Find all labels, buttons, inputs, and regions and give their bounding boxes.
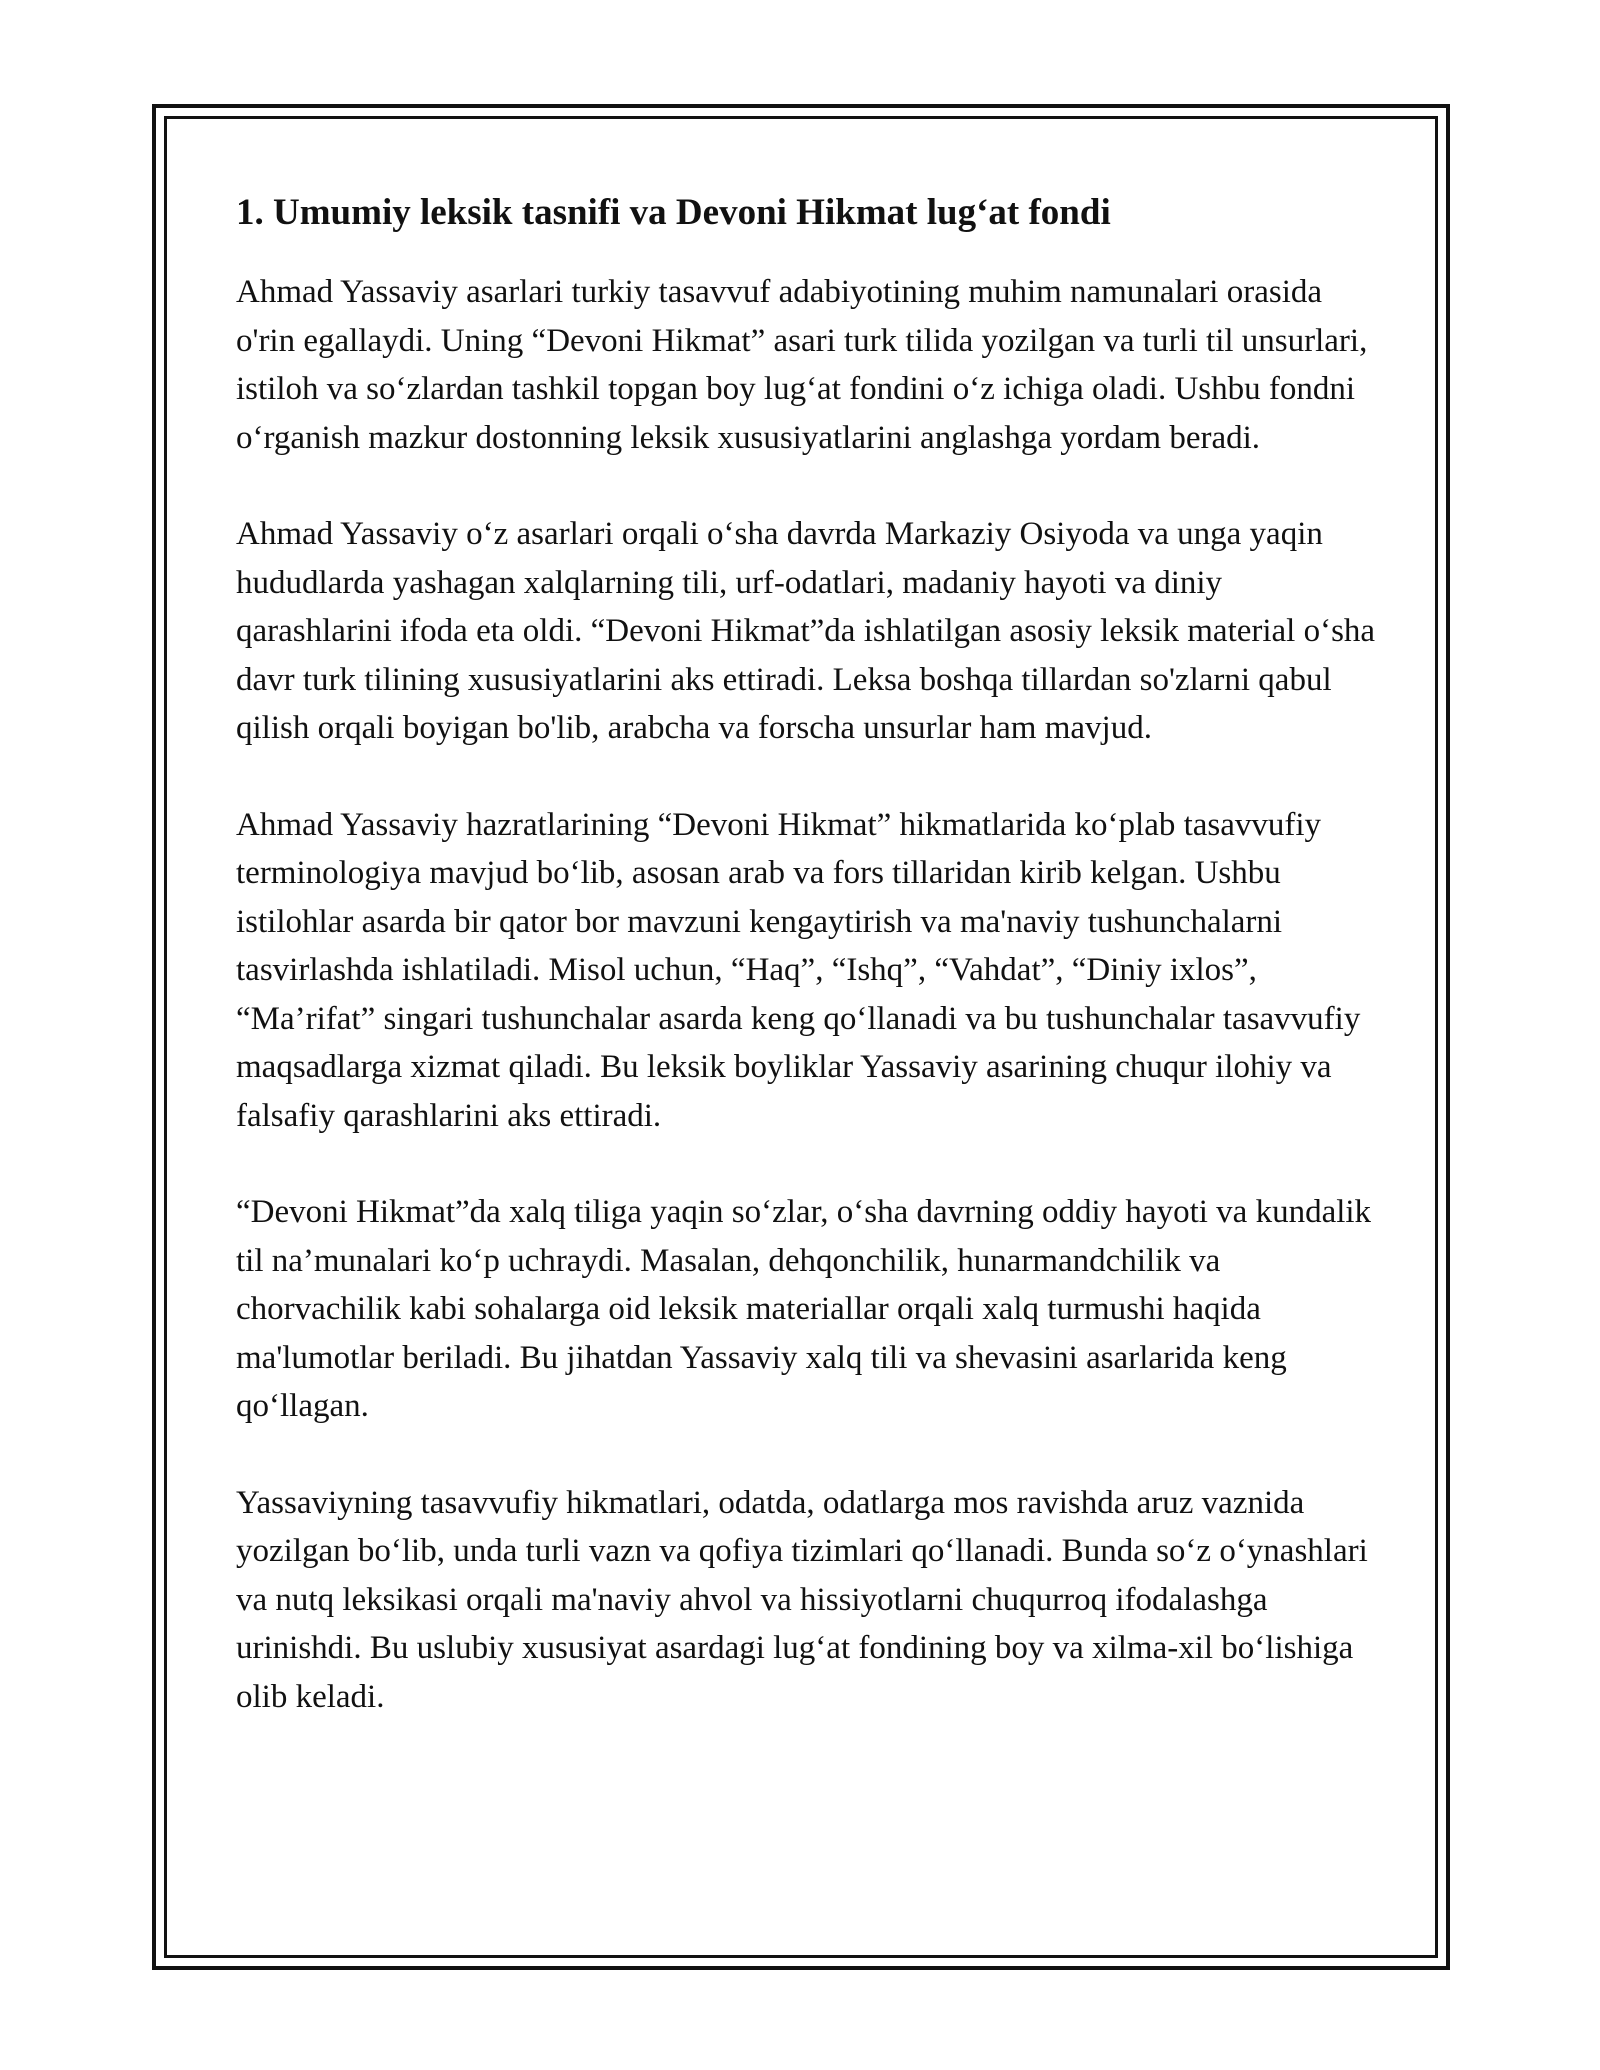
paragraph-2: Ahmad Yassaviy o‘z asarlari orqali o‘sha davrda Markaziy Osiyoda va unga yaqin hududlarda yashagan xalqlarning tili, urf-odatlari, madaniy hayoti va diniy qarashlarini ifoda eta oldi. “Devoni Hikmat”da ishlatilgan asosiy leksik material o‘sha davr turk tilining xususiyatlarini aks ettiradi. Leksa boshqa tillardan so'zlarni qabul qilish orqali boyigan bo'lib, arabcha va forscha unsurlar ham mavjud. (236, 516, 1376, 746)
paragraph-1: Ahmad Yassaviy asarlari turkiy tasavvuf adabiyotining muhim namunalari orasida o'rin egallaydi. Uning “Devoni Hikmat” asari turk tilida yozilgan va turli til unsurlari, istiloh va so‘zlardan tashkil topgan boy lug‘at fondini o‘z ichiga oladi. Ushbu fondni o‘rganish mazkur dostonning leksik xususiyatlarini anglashga yordam beradi. (236, 274, 1368, 456)
document-content (236, 188, 1376, 1769)
section-heading: 1. Umumiy leksik tasnifi va Devoni Hikmat lug‘at fondi (236, 192, 1111, 233)
paragraph-4: “Devoni Hikmat”da xalq tiliga yaqin so‘zlar, o‘sha davrning oddiy hayoti va kundalik til na’munalari ko‘p uchraydi. Masalan, dehqonchilik, hunarmandchilik va chorvachilik kabi sohalarga oid leksik materiallar orqali xalq turmushi haqida ma'lumotlar beriladi. Bu jihatdan Yassaviy xalq tili va shevasini asarlarida keng qo‘llagan. (236, 1194, 1372, 1424)
paragraph-5: Yassaviyning tasavvufiy hikmatlari, odatda, odatlarga mos ravishda aruz vaznida yozilgan bo‘lib, unda turli vazn va qofiya tizimlari qo‘llanadi. Bunda so‘z o‘ynashlari va nutq leksikasi orqali ma'naviy ahvol va hissiyotlarni chuqurroq ifodalashga urinishdi. Bu uslubiy xususiyat asardagi lug‘at fondining boy va xilma-xil bo‘lishiga olib keladi. (236, 1484, 1368, 1715)
paragraph-3: Ahmad Yassaviy hazratlarining “Devoni Hikmat” hikmatlarida ko‘plab tasavvufiy terminologiya mavjud bo‘lib, asosan arab va fors tillaridan kirib kelgan. Ushbu istilohlar asarda bir qator bor mavzuni kengaytirish va ma'naviy tushunchalarni tasvirlashda ishlatiladi. Misol uchun, “Haq”, “Ishq”, “Vahdat”, “Diniy ixlos”, “Ma’rifat” singari tushunchalar asarda keng qo‘llanadi va bu tushunchalar tasavvufiy maqsadlarga xizmat qiladi. Bu leksik boyliklar Yassaviy asarining chuqur ilohiy va falsafiy qarashlarini aks ettiradi. (236, 806, 1361, 1134)
